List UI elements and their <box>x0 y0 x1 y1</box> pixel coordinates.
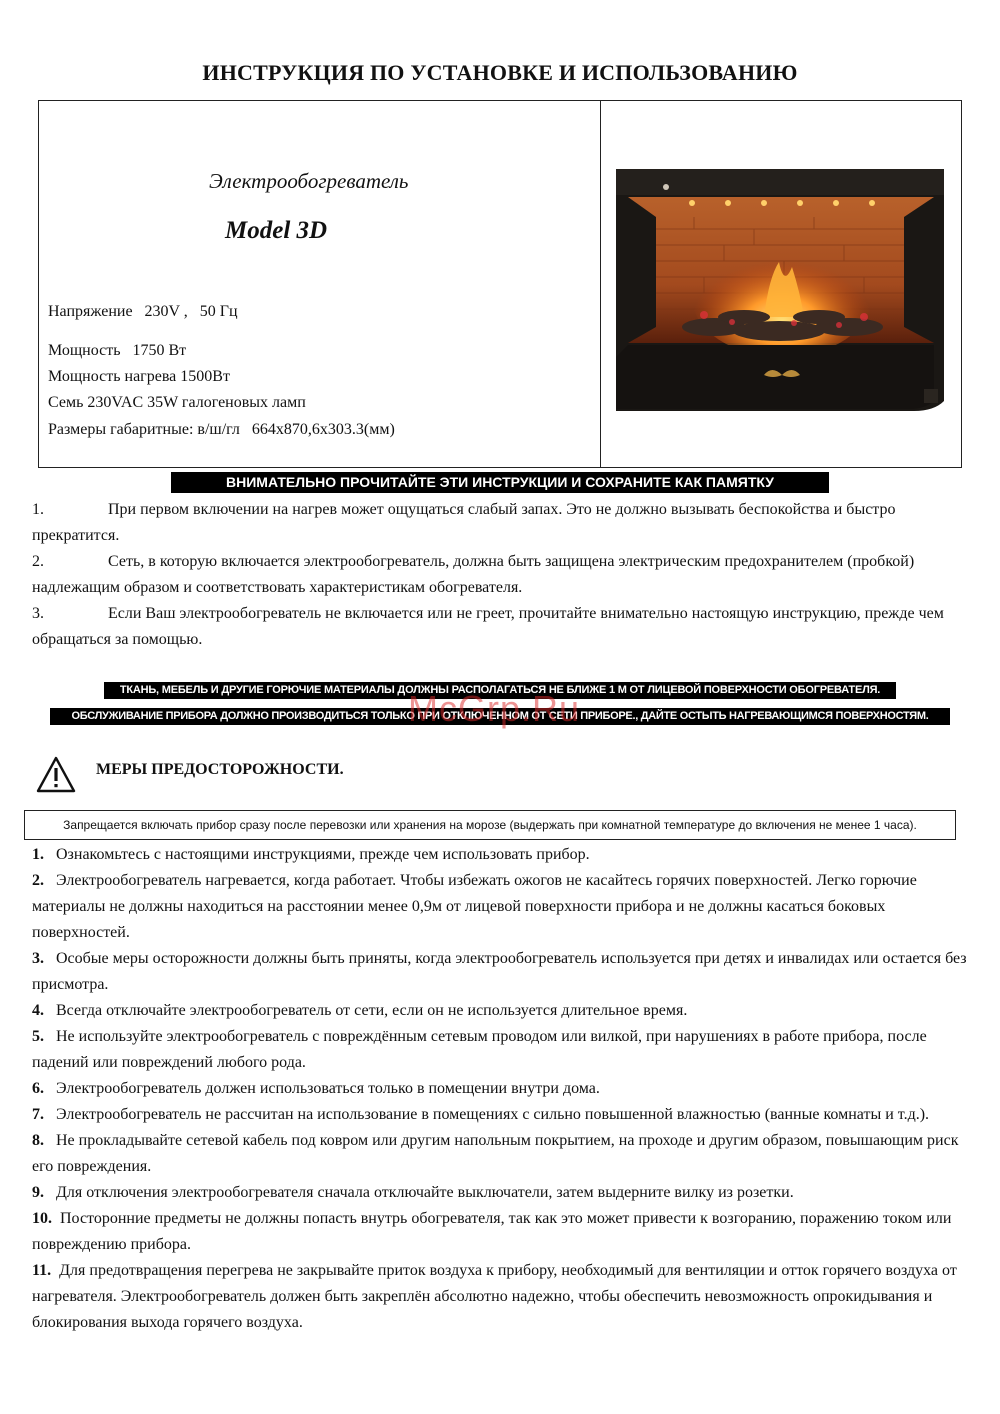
intro-number: 1. <box>32 501 44 518</box>
intro-number: 3. <box>32 605 44 622</box>
rule-number: 11. <box>32 1262 52 1279</box>
rule-number: 6. <box>32 1080 44 1097</box>
rule-text: Для предотвращения перегрева не закрывайте приток воздуха к прибору, необходимый для вентиляции и отток горячего воздуха от нагревателя. Электрообогреватель должен быть закреплён абсолютно надежно, чтобы обеспечить невозможность опрокидывания и блокирования выхода горячего воздуха. <box>32 1262 957 1331</box>
list-item <box>32 1206 972 1258</box>
warning-icon <box>36 756 76 794</box>
rule-text: Электрообогреватель нагревается, когда работает. Чтобы избежать ожогов не касайтесь горячих поверхностей. Легко горючие материалы не должны находиться на расстоянии менее 0,9м от лицевой поверхности прибора и не должны касаться боковых поверхностей. <box>32 872 917 941</box>
list-item <box>32 868 972 946</box>
fireplace-photo <box>614 167 948 413</box>
read-instructions-banner: ВНИМАТЕЛЬНО ПРОЧИТАЙТЕ ЭТИ ИНСТРУКЦИИ И СОХРАНИТЕ КАК ПАМЯТКУ <box>171 472 829 493</box>
spec-power: Мощность 1750 Вт <box>48 342 187 359</box>
spec-voltage: Напряжение 230V , 50 Гц <box>48 303 238 320</box>
fabric-distance-banner: ТКАНЬ, МЕБЕЛЬ И ДРУГИЕ ГОРЮЧИЕ МАТЕРИАЛЫ ДОЛЖНЫ РАСПОЛАГАТЬСЯ НЕ БЛИЖЕ 1 М ОТ ЛИЦЕВОЙ ПОВЕРХНОСТИ ОБОГРЕВАТЕЛЯ. <box>104 682 896 699</box>
rule-number: 8. <box>32 1132 44 1149</box>
intro-text: Если Ваш электрообогреватель не включается или не греет, прочитайте внимательно настоящую инструкцию, прежде чем обращаться за помощью. <box>32 605 944 648</box>
spec-heating-power: Мощность нагрева 1500Вт <box>48 368 230 385</box>
rule-text: Ознакомьтесь с настоящими инструкциями, прежде чем использовать прибор. <box>56 846 590 863</box>
list-item <box>32 1102 972 1128</box>
intro-text: Сеть, в которую включается электрообогреватель, должна быть защищена электрическим предохранителем (пробкой) надлежащим образом и соответствовать характеристикам обогревателя. <box>32 553 915 596</box>
rule-number: 2. <box>32 872 44 889</box>
list-item <box>32 998 972 1024</box>
intro-text: При первом включении на нагрев может ощущаться слабый запах. Это не должно вызывать беспокойства и быстро прекратится. <box>32 501 896 544</box>
list-item <box>32 946 972 998</box>
intro-item-1 <box>32 497 966 549</box>
rule-number: 9. <box>32 1184 44 1201</box>
spec-lamps: Семь 230VAC 35W галогеновых ламп <box>48 394 306 411</box>
rule-text: Не прокладывайте сетевой кабель под ковром или другим напольным покрытием, на проходе и другим образом, повышающим риск его повреждения. <box>32 1132 959 1175</box>
intro-item-3 <box>32 601 966 653</box>
spec-dimensions: Размеры габаритные: в/ш/гл 664x870,6x303.3(мм) <box>48 421 395 438</box>
product-name: Электрообогреватель <box>209 169 409 193</box>
rule-text: Не используйте электрообогреватель с повреждённым сетевым проводом или вилкой, при нарушениях в работе прибора, после падений или повреждений любого рода. <box>32 1028 927 1071</box>
rule-text: Электрообогреватель не рассчитан на использование в помещениях с сильно повышенной влажностью (ванные комнаты и т.д.). <box>56 1106 930 1123</box>
rule-text: Всегда отключайте электрообогреватель от сети, если он не используется длительное время. <box>56 1002 688 1019</box>
page-title: ИНСТРУКЦИЯ ПО УСТАНОВКЕ И ИСПОЛЬЗОВАНИЮ <box>202 60 798 85</box>
frost-notice: Запрещается включать прибор сразу после перевозки или хранения на морозе (выдержать при комнатной температуре до включения не менее 1 часа). <box>24 810 956 840</box>
rule-text: Посторонние предметы не должны попасть внутрь обогревателя, так как это может привести к возгоранию, поражению током или повреждению прибора. <box>32 1210 952 1253</box>
intro-item-2 <box>32 549 966 601</box>
watermark: McGrp.Ru <box>408 688 581 729</box>
rule-number: 4. <box>32 1002 44 1019</box>
rule-text: Для отключения электрообогревателя сначала отключайте выключатели, затем выдерните вилку из розетки. <box>56 1184 794 1201</box>
rule-number: 1. <box>32 846 44 863</box>
precautions-heading: МЕРЫ ПРЕДОСТОРОЖНОСТИ. <box>96 761 344 778</box>
list-item <box>32 1076 972 1102</box>
list-item <box>32 1180 972 1206</box>
list-item <box>32 1128 972 1180</box>
model-name: Model 3D <box>225 217 328 244</box>
spec-panel <box>39 101 601 467</box>
service-banner: ОБСЛУЖИВАНИЕ ПРИБОРА ДОЛЖНО ПРОИЗВОДИТЬСЯ ТОЛЬКО ПРИ ОТКЛЮЧЕННОМ ОТ СЕТИ ПРИБОРЕ., ДАЙТЕ ОСТЫТЬ НАГРЕВАЮЩИМСЯ ПОВЕРХНОСТЯМ. <box>50 708 950 725</box>
list-item <box>32 842 972 868</box>
list-item <box>32 1258 972 1336</box>
product-spec-box <box>38 100 962 468</box>
intro-number: 2. <box>32 553 44 570</box>
rule-number: 3. <box>32 950 44 967</box>
rule-number: 5. <box>32 1028 44 1045</box>
list-item <box>32 1024 972 1076</box>
precautions-list <box>32 842 972 1336</box>
rule-text: Особые меры осторожности должны быть приняты, когда электрообогреватель используется при детях и инвалидах или остается без присмотра. <box>32 950 967 993</box>
rule-text: Электрообогреватель должен использоваться только в помещении внутри дома. <box>56 1080 600 1097</box>
rule-number: 10. <box>32 1210 52 1227</box>
rule-number: 7. <box>32 1106 44 1123</box>
